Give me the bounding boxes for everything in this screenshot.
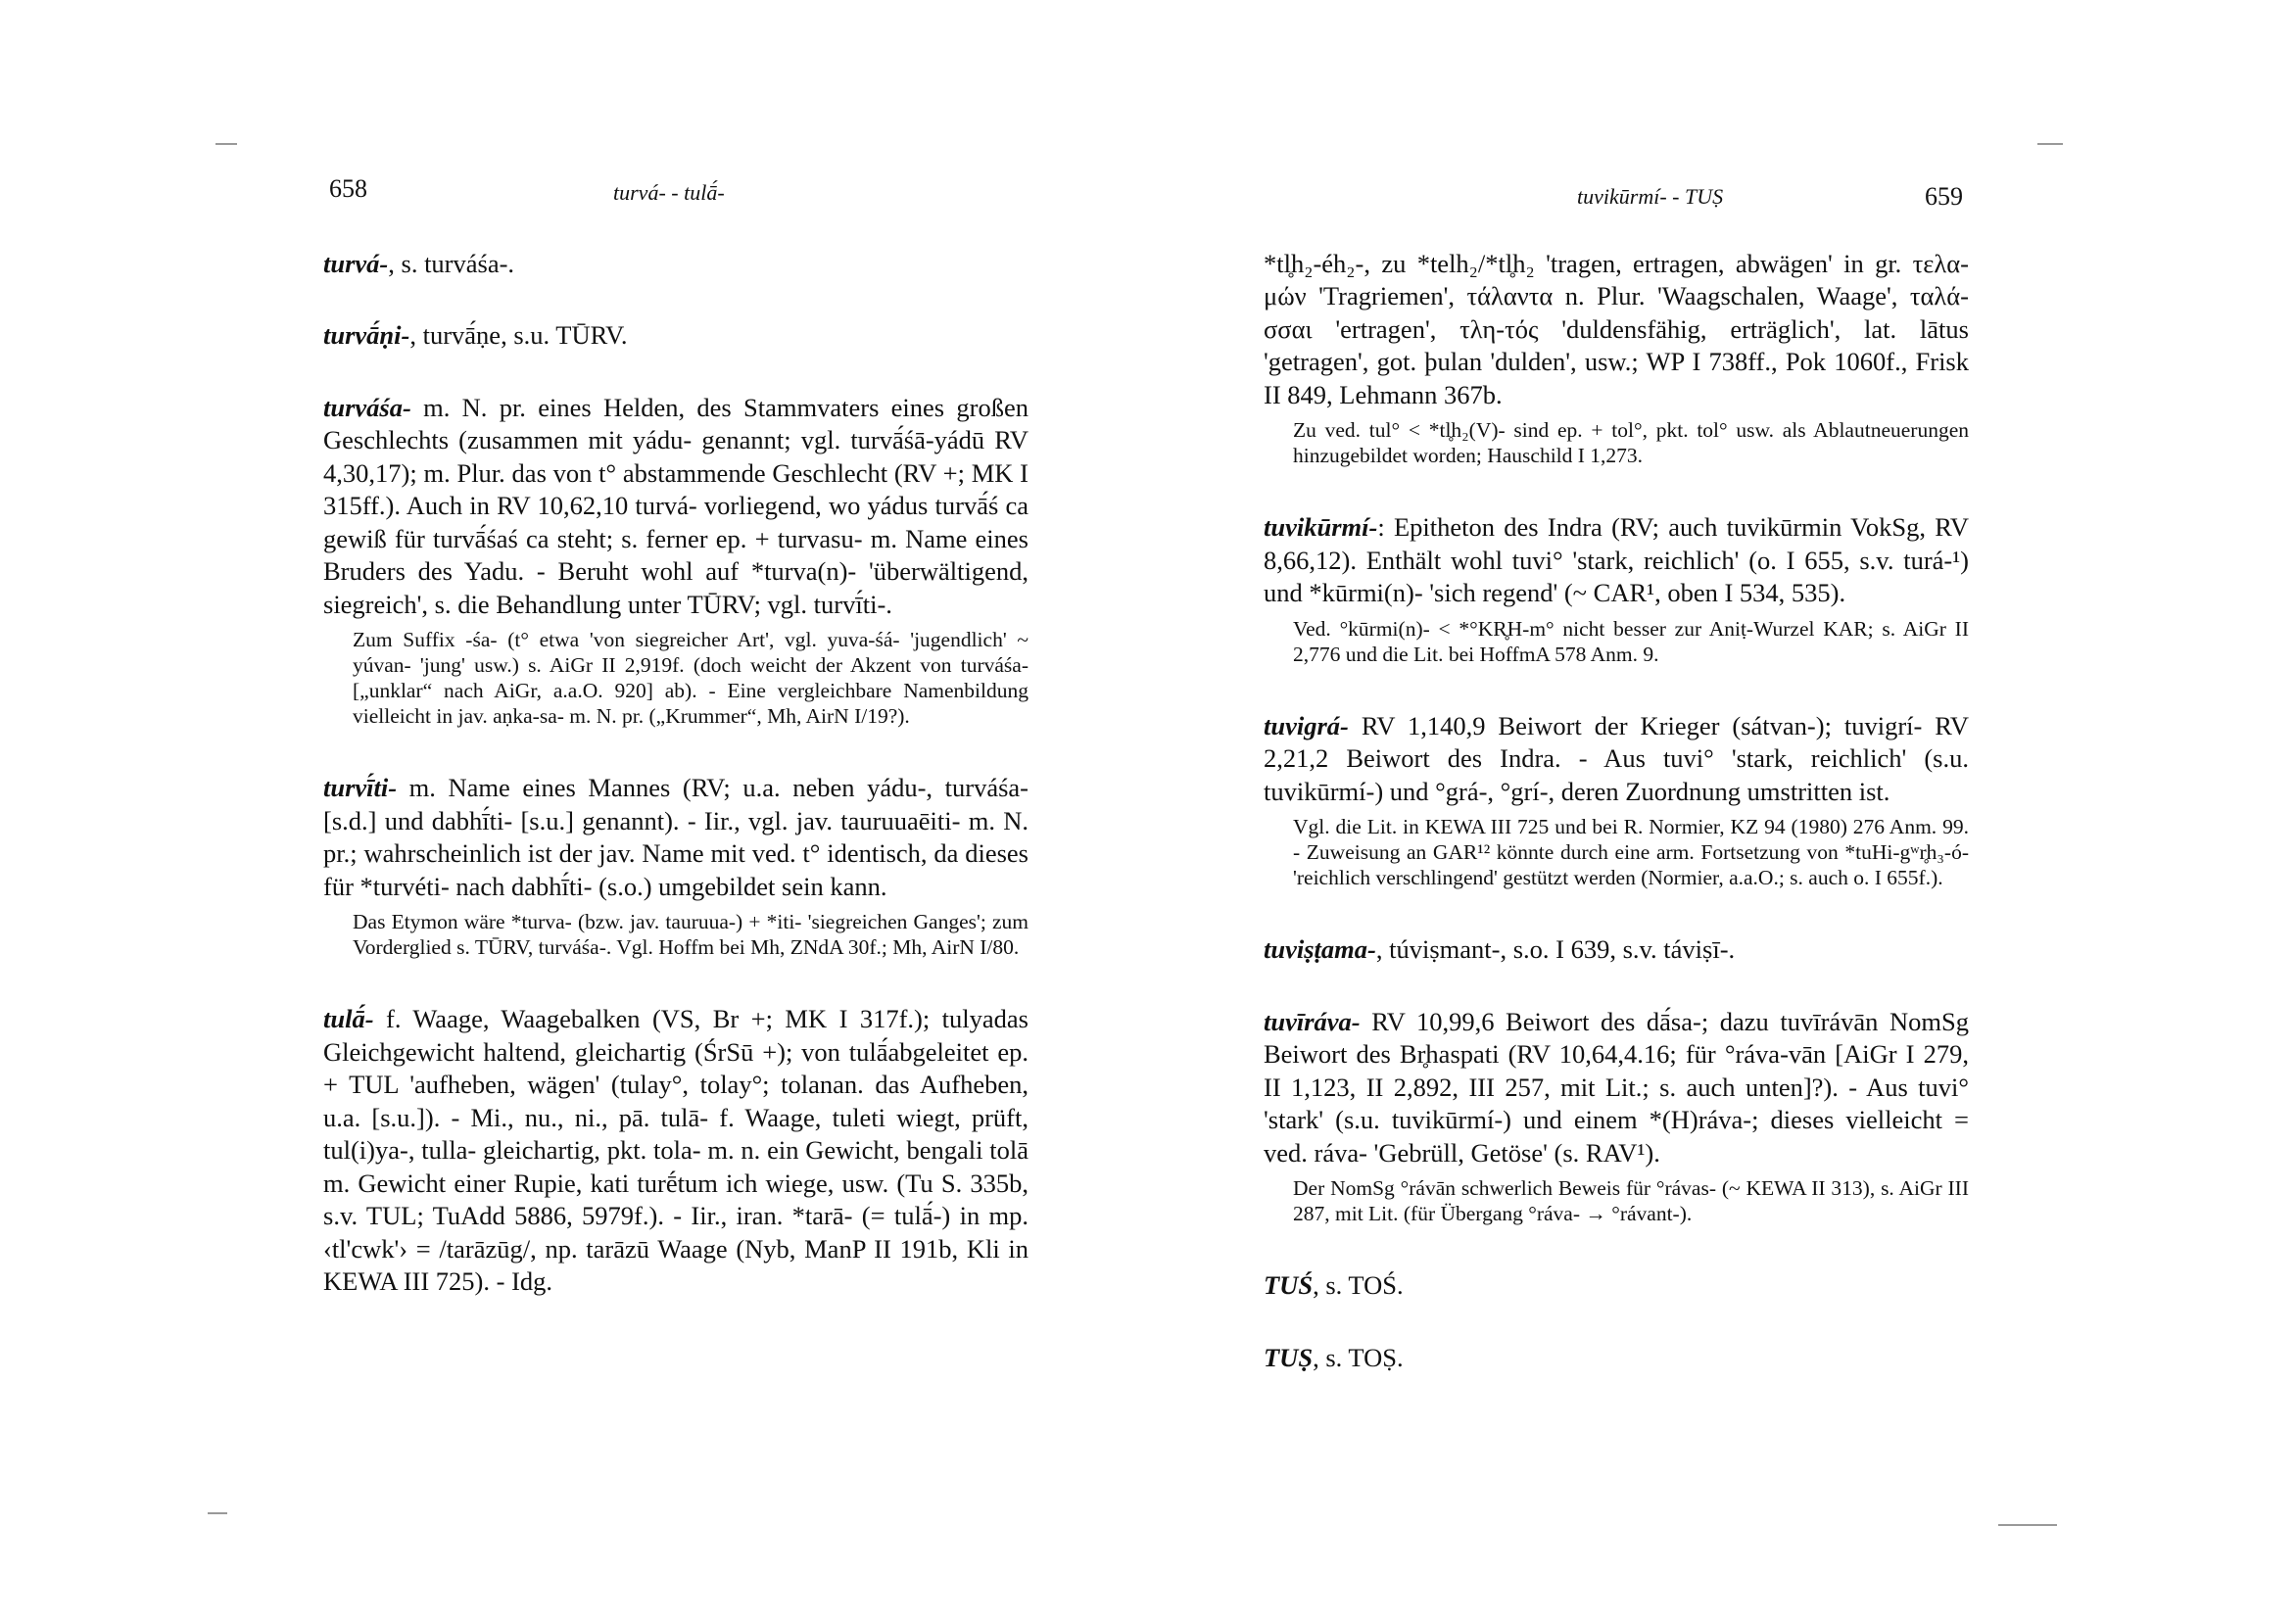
dictionary-entry xyxy=(1264,511,1969,610)
entry-lemma: turváśa- xyxy=(323,392,411,422)
dictionary-entry xyxy=(323,392,1028,622)
entry-text: , turvā́ṇe, s.u. TŪRV. xyxy=(409,320,628,350)
right-running-title: tuvikūrmí- - TUṢ xyxy=(1577,184,1724,209)
scan-speck xyxy=(208,1512,227,1514)
entry-note: Das Etymon wäre *turva- (bzw. jav. tauruua-) + *iti- 'siegreichen Ganges'; zum Vorderglied s. TŪRV, turváśa-. Vgl. Hoffm bei Mh, ZNdA 30f.; Mh, AirN I/80. xyxy=(353,910,1028,959)
entry-lemma: TUŚ xyxy=(1264,1270,1314,1300)
entry-note: Vgl. die Lit. in KEWA III 725 und bei R. Normier, KZ 94 (1980) 276 Anm. 99. - Zuweisung an GAR¹² könnte durch eine arm. Fortsetzung von *tuHi-gʷr̥h₃-ó- 'reichlich verschlingend' gestützt werden (Normier, a.a.O.; s. auch o. I 655f.). xyxy=(1293,815,1969,889)
entry-text: : Epitheton des Indra (RV; auch tuvikūrmin VokSg, RV 8,66,12). Enthält wohl tuvi° 'stark, reichlich' (o. I 655, s.v. turá-¹) und *kūrmi(n)- 'sich regend' (~ CAR¹, oben I 534, 535). xyxy=(1264,512,1969,607)
entry-lemma: turvī́ti- xyxy=(323,773,398,802)
left-page-number: 658 xyxy=(329,174,367,203)
dictionary-entry xyxy=(1264,1342,1969,1375)
entry-lemma: tuvikūrmí- xyxy=(1264,512,1378,542)
entry-text: RV 10,99,6 Beiwort des dā́sa-; dazu tuvīrávān NomSg Beiwort des Br̥haspati (RV 10,64,4.16; für °ráva-vān [AiGr I 279, II 1,123, II 2,892, III 257, mit Lit.; s. auch unten]?). - Aus tuvi° 'stark' (s.u. tuvikūrmí-) und einem *(H)ráva-; dieses vielleicht = ved. ráva- 'Gebrüll, Getöse' (s. RAV¹). xyxy=(1264,1006,1969,1168)
entry-lemma: TUṢ xyxy=(1264,1342,1314,1372)
right-page-body xyxy=(1264,221,1969,1413)
entry-text: m. N. pr. eines Helden, des Stammvaters eines großen Geschlechts (zusammen mit yádu- genannt; vgl. turvā́śā-yádū RV 4,30,17); m. Plur. das von t° abstammende Geschlecht (RV +; MK I 315ff.). Auch in RV 10,62,10 turvá- vorliegend, wo yádus turvā́ś ca gewiß für turvā́śaś ca steht; s. ferner ep. + turvasu- m. Name eines Bruders des Yadu. - Beruht wohl auf *turva(n)- 'überwältigend, siegreich', s. die Behandlung unter TŪRV; vgl. turvī́ti-. xyxy=(323,392,1028,619)
dictionary-entry xyxy=(1264,933,1969,967)
dictionary-entry xyxy=(323,772,1028,903)
right-page-number: 659 xyxy=(1925,182,1963,211)
left-running-title: turvá- - tulā́- xyxy=(613,180,725,205)
dictionary-entry xyxy=(323,319,1028,353)
entry-text: RV 1,140,9 Beiwort der Krieger (sátvan-); tuvigrí- RV 2,21,2 Beiwort des Indra. - Aus tuvi° 'stark, reichlich' (s.u. tuvikūrmí-) und °grá-, °grí-, deren Zuordnung umstritten ist. xyxy=(1264,710,1969,806)
entry-text: , s. TOṢ. xyxy=(1313,1342,1404,1372)
entry-lemma: tuvīráva- xyxy=(1264,1006,1361,1036)
entry-text: , túviṣmant-, s.o. I 639, s.v. táviṣī-. xyxy=(1375,934,1736,964)
entry-text: , s. turváśa-. xyxy=(388,248,515,278)
entry-text: m. Name eines Mannes (RV; u.a. neben yádu-, turváśa- [s.d.] und dabhī́ti- [s.u.] genannt). - Iir., vgl. jav. tauruuaēiti- m. N. pr.; wahrscheinlich ist der jav. Name mit ved. t° identisch, da dieses für *turvéti- nach dabhī́ti- (s.o.) umgebildet sein kann. xyxy=(323,773,1028,901)
scan-speck xyxy=(1998,1524,2057,1526)
entry-text: *tl̥h₂-éh₂-, zu *telh₂/*tl̥h₂ 'tragen, ertragen, abwägen' in gr. τελα-μών 'Tragriemen', τάλαντα n. Plur. 'Waagschalen, Waage', ταλά-σσαι 'ertragen', τλη-τός 'duldensfähig, erträglich', lat. lātus 'getragen', got. þulan 'dulden', usw.; WP I 738ff., Pok 1060f., Frisk II 849, Lehmann 367b. xyxy=(1264,248,1969,409)
dictionary-entry xyxy=(323,1003,1028,1299)
left-page-body xyxy=(323,221,1028,1338)
entry-text: f. Waage, Waagebalken (VS, Br +; MK I 317f.); tulyadas Gleichgewicht haltend, gleichartig (ŚrSū +); von tulā́abgeleitet ep. + TUL 'aufheben, wägen' (tulay°, tolay°; tolanan. das Aufheben, u.a. [s.u.]). - Mi., nu., ni., pā. tulā- f. Waage, tuleti wiegt, prüft, tul(i)ya-, tulla- gleichartig, pkt. tola- m. n. ein Gewicht, bengali tolā m. Gewicht einer Rupie, kati turḗtum ich wiege, usw. (Tu S. 335b, s.v. TUL; TuAdd 5886, 5979f.). - Iir., iran. *tarā- (= tulā́-) in mp. ‹tl'cwk'› = /tarāzūg/, np. tarāzū Waage (Nyb, ManP II 191b, Kli in KEWA III 725). - Idg. xyxy=(323,1004,1028,1296)
entry-lemma: turvā́ṇi- xyxy=(323,320,410,350)
left-running-head xyxy=(323,174,1028,214)
dictionary-entry xyxy=(1264,1006,1969,1170)
entry-lemma: tuvigrá- xyxy=(1264,710,1349,740)
entry-lemma: tuviṣṭama- xyxy=(1264,934,1376,964)
dictionary-entry xyxy=(323,248,1028,281)
scan-speck xyxy=(215,143,237,145)
entry-note: Der NomSg °rávān schwerlich Beweis für °rávas- (~ KEWA II 313), s. AiGr III 287, mit Lit. (für Übergang °ráva- → °rávant-). xyxy=(1293,1176,1969,1225)
entry-lemma: turvá- xyxy=(323,248,389,278)
dictionary-entry xyxy=(1264,1269,1969,1303)
entry-note: Zum Suffix -śa- (t° etwa 'von siegreicher Art', vgl. yuva-śá- 'jugendlich' ~ yúvan- 'jung' usw.) s. AiGr II 2,919f. (doch weicht der Akzent von turváśa- [„unklar“ nach AiGr, a.a.O. 920] ab). - Eine vergleichbare Namenbildung vielleicht in jav. aṇka-sa- m. N. pr. („Krummer“, Mh, AirN I/19?). xyxy=(353,628,1028,728)
entry-lemma: tulā́- xyxy=(323,1004,374,1033)
entry-note: Zu ved. tul° < *tl̥h₂(V)- sind ep. + tol°, pkt. tol° usw. als Ablautneuerungen hinzugebildet worden; Hauschild I 1,273. xyxy=(1293,418,1969,467)
entry-text: , s. TOŚ. xyxy=(1313,1270,1404,1300)
scan-speck xyxy=(2037,143,2063,145)
right-running-head xyxy=(1264,174,1969,214)
entry-note: Ved. °kūrmi(n)- < *°KR̥H-m° nicht besser zur Aniṭ-Wurzel KAR; s. AiGr II 2,776 und die Lit. bei HoffmA 578 Anm. 9. xyxy=(1293,616,1969,666)
dictionary-entry xyxy=(1264,710,1969,809)
dictionary-entry xyxy=(1264,248,1969,412)
